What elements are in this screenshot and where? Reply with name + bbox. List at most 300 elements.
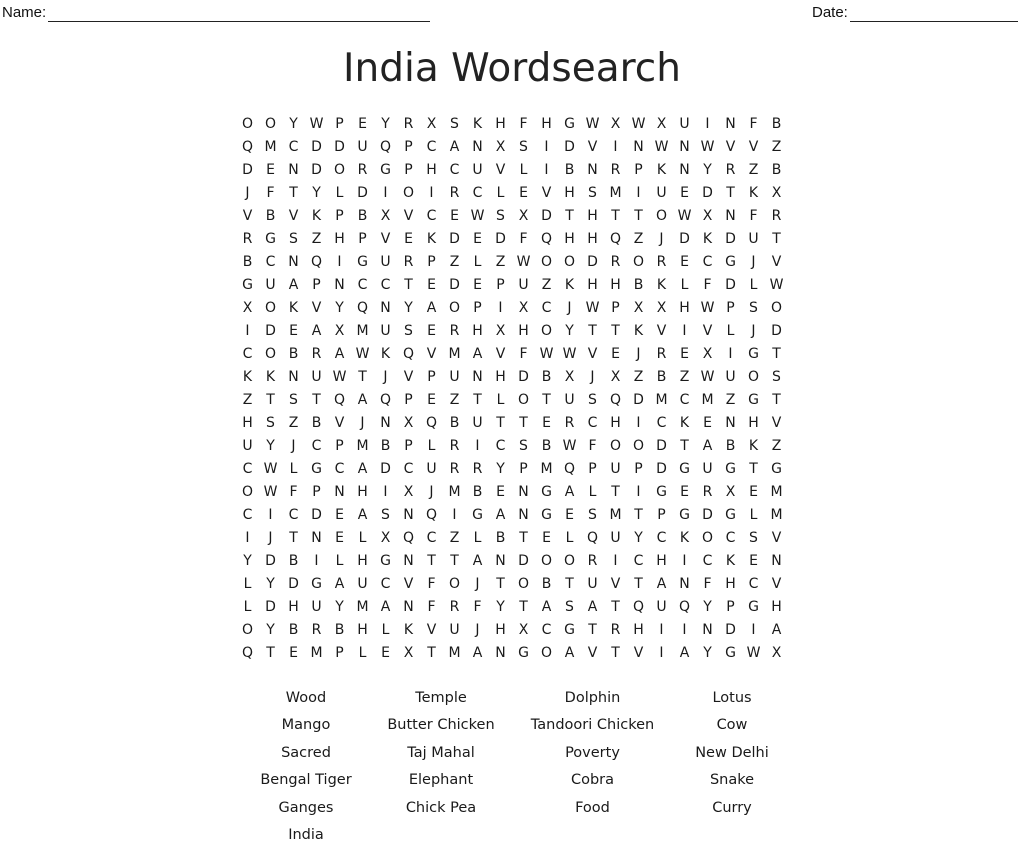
grid-cell[interactable]: K — [725, 552, 736, 569]
grid-cell[interactable]: B — [242, 253, 253, 270]
grid-cell[interactable]: L — [726, 322, 735, 339]
grid-cell[interactable]: Z — [495, 253, 506, 270]
grid-cell[interactable]: T — [565, 575, 574, 592]
grid-cell[interactable]: R — [771, 207, 782, 224]
grid-cell[interactable]: I — [337, 253, 342, 270]
grid-cell[interactable]: M — [356, 598, 369, 615]
grid-cell[interactable]: X — [403, 483, 414, 500]
grid-cell[interactable]: O — [632, 253, 645, 270]
grid-cell[interactable]: J — [659, 230, 664, 247]
grid-cell[interactable]: O — [632, 437, 645, 454]
grid-cell[interactable]: O — [241, 483, 254, 500]
grid-cell[interactable]: Z — [449, 391, 460, 408]
grid-cell[interactable]: L — [519, 161, 528, 178]
grid-cell[interactable]: Q — [379, 391, 392, 408]
grid-cell[interactable]: W — [263, 460, 278, 477]
grid-cell[interactable]: E — [335, 529, 344, 546]
grid-cell[interactable]: T — [289, 184, 298, 201]
grid-cell[interactable]: Q — [241, 138, 254, 155]
grid-cell[interactable]: N — [587, 161, 598, 178]
grid-cell[interactable]: T — [289, 529, 298, 546]
date-blank-line[interactable] — [850, 7, 1018, 22]
grid-cell[interactable]: N — [334, 276, 345, 293]
grid-cell[interactable]: H — [610, 414, 621, 431]
grid-cell[interactable]: Z — [771, 437, 782, 454]
grid-cell[interactable]: G — [679, 460, 690, 477]
grid-cell[interactable]: F — [703, 575, 712, 592]
grid-cell[interactable]: R — [564, 414, 575, 431]
grid-cell[interactable]: P — [496, 276, 505, 293]
grid-cell[interactable]: I — [498, 299, 503, 316]
grid-cell[interactable]: B — [541, 575, 552, 592]
grid-cell[interactable]: H — [242, 414, 253, 431]
grid-cell[interactable]: O — [701, 529, 714, 546]
grid-cell[interactable]: Q — [310, 253, 323, 270]
grid-cell[interactable]: W — [585, 115, 600, 132]
grid-cell[interactable]: X — [403, 644, 414, 661]
grid-cell[interactable]: U — [380, 322, 391, 339]
grid-cell[interactable]: N — [288, 368, 299, 385]
grid-cell[interactable]: K — [656, 276, 667, 293]
grid-cell[interactable]: J — [268, 529, 273, 546]
grid-cell[interactable]: Q — [379, 138, 392, 155]
grid-cell[interactable]: H — [334, 230, 345, 247]
grid-cell[interactable]: E — [266, 161, 275, 178]
grid-cell[interactable]: Z — [311, 230, 322, 247]
grid-cell[interactable]: F — [588, 437, 597, 454]
grid-cell[interactable]: A — [334, 345, 345, 362]
grid-cell[interactable]: I — [613, 552, 618, 569]
grid-cell[interactable]: R — [357, 161, 368, 178]
grid-cell[interactable]: J — [751, 253, 756, 270]
grid-cell[interactable]: M — [701, 391, 714, 408]
grid-cell[interactable]: T — [749, 460, 758, 477]
grid-cell[interactable]: X — [242, 299, 253, 316]
grid-cell[interactable]: C — [656, 529, 667, 546]
grid-cell[interactable]: Y — [266, 437, 275, 454]
grid-cell[interactable]: C — [426, 207, 437, 224]
grid-cell[interactable]: N — [472, 138, 483, 155]
grid-cell[interactable]: T — [634, 506, 643, 523]
grid-cell[interactable]: P — [312, 483, 321, 500]
grid-cell[interactable]: O — [609, 437, 622, 454]
grid-cell[interactable]: Z — [633, 230, 644, 247]
grid-cell[interactable]: Z — [449, 253, 460, 270]
grid-cell[interactable]: X — [633, 299, 644, 316]
grid-cell[interactable]: W — [700, 299, 715, 316]
grid-cell[interactable]: I — [245, 529, 250, 546]
grid-cell[interactable]: H — [357, 621, 368, 638]
grid-cell[interactable]: K — [748, 184, 759, 201]
grid-cell[interactable]: R — [610, 621, 621, 638]
grid-cell[interactable]: R — [449, 598, 460, 615]
grid-cell[interactable]: U — [426, 460, 437, 477]
grid-cell[interactable]: U — [610, 529, 621, 546]
grid-cell[interactable]: P — [404, 391, 413, 408]
grid-cell[interactable]: M — [264, 138, 277, 155]
grid-cell[interactable]: P — [335, 437, 344, 454]
grid-cell[interactable]: O — [747, 368, 760, 385]
grid-cell[interactable]: S — [519, 138, 528, 155]
grid-cell[interactable]: C — [702, 552, 713, 569]
grid-cell[interactable]: O — [563, 552, 576, 569]
grid-cell[interactable]: U — [472, 161, 483, 178]
grid-cell[interactable]: N — [403, 598, 414, 615]
grid-cell[interactable]: E — [519, 184, 528, 201]
grid-cell[interactable]: D — [242, 161, 253, 178]
grid-cell[interactable]: T — [519, 598, 528, 615]
grid-cell[interactable]: E — [427, 276, 436, 293]
grid-cell[interactable]: M — [448, 644, 461, 661]
grid-cell[interactable]: O — [563, 253, 576, 270]
grid-cell[interactable]: N — [472, 368, 483, 385]
grid-cell[interactable]: F — [519, 230, 528, 247]
grid-cell[interactable]: K — [472, 115, 483, 132]
grid-cell[interactable]: M — [448, 345, 461, 362]
grid-cell[interactable]: Y — [381, 115, 390, 132]
grid-cell[interactable]: S — [749, 299, 758, 316]
grid-cell[interactable]: N — [403, 552, 414, 569]
grid-cell[interactable]: T — [542, 391, 551, 408]
grid-cell[interactable]: O — [333, 161, 346, 178]
grid-cell[interactable]: C — [449, 161, 460, 178]
grid-cell[interactable]: W — [309, 115, 324, 132]
grid-cell[interactable]: K — [380, 345, 391, 362]
grid-cell[interactable]: R — [449, 322, 460, 339]
grid-cell[interactable]: T — [358, 368, 367, 385]
grid-cell[interactable]: P — [427, 368, 436, 385]
grid-cell[interactable]: N — [495, 644, 506, 661]
grid-cell[interactable]: S — [404, 322, 413, 339]
grid-cell[interactable]: D — [725, 276, 736, 293]
grid-cell[interactable]: Q — [333, 391, 346, 408]
grid-cell[interactable]: E — [427, 322, 436, 339]
grid-cell[interactable]: I — [728, 345, 733, 362]
grid-cell[interactable]: R — [242, 230, 253, 247]
grid-cell[interactable]: V — [610, 575, 621, 592]
grid-cell[interactable]: R — [656, 345, 667, 362]
grid-cell[interactable]: T — [496, 575, 505, 592]
grid-cell[interactable]: A — [702, 437, 713, 454]
grid-cell[interactable]: S — [381, 506, 390, 523]
grid-cell[interactable]: S — [266, 414, 275, 431]
grid-cell[interactable]: I — [682, 552, 687, 569]
grid-cell[interactable]: W — [746, 644, 761, 661]
grid-cell[interactable]: A — [656, 575, 667, 592]
grid-cell[interactable]: Q — [356, 299, 369, 316]
grid-cell[interactable]: V — [748, 138, 759, 155]
grid-cell[interactable]: B — [265, 207, 276, 224]
name-field[interactable] — [2, 4, 430, 22]
grid-cell[interactable]: I — [475, 437, 480, 454]
grid-cell[interactable]: U — [380, 253, 391, 270]
grid-cell[interactable]: R — [702, 483, 713, 500]
grid-cell[interactable]: F — [289, 483, 298, 500]
grid-cell[interactable]: L — [749, 506, 758, 523]
grid-cell[interactable]: U — [265, 276, 276, 293]
grid-cell[interactable]: P — [519, 460, 528, 477]
grid-cell[interactable]: Q — [609, 230, 622, 247]
grid-cell[interactable]: X — [610, 368, 621, 385]
grid-cell[interactable]: G — [311, 460, 322, 477]
grid-cell[interactable]: G — [725, 253, 736, 270]
grid-cell[interactable]: V — [587, 644, 598, 661]
grid-cell[interactable]: O — [540, 322, 553, 339]
grid-cell[interactable]: U — [564, 391, 575, 408]
grid-cell[interactable]: S — [588, 184, 597, 201]
grid-cell[interactable]: G — [518, 644, 529, 661]
grid-cell[interactable]: D — [311, 506, 322, 523]
grid-cell[interactable]: X — [380, 529, 391, 546]
grid-cell[interactable]: B — [725, 437, 736, 454]
grid-cell[interactable]: X — [771, 184, 782, 201]
grid-cell[interactable]: A — [564, 644, 575, 661]
grid-cell[interactable]: L — [335, 552, 344, 569]
grid-cell[interactable]: I — [383, 184, 388, 201]
grid-cell[interactable]: Z — [771, 138, 782, 155]
grid-cell[interactable]: T — [427, 644, 436, 661]
grid-cell[interactable]: E — [289, 322, 298, 339]
grid-cell[interactable]: J — [245, 184, 250, 201]
grid-cell[interactable]: G — [679, 506, 690, 523]
grid-cell[interactable]: V — [771, 414, 782, 431]
grid-cell[interactable]: C — [357, 276, 368, 293]
grid-cell[interactable]: X — [725, 483, 736, 500]
grid-cell[interactable]: B — [495, 529, 506, 546]
grid-cell[interactable]: P — [335, 644, 344, 661]
grid-cell[interactable]: H — [610, 276, 621, 293]
grid-cell[interactable]: N — [679, 161, 690, 178]
grid-cell[interactable]: X — [518, 207, 529, 224]
name-blank-line[interactable] — [48, 7, 430, 22]
grid-cell[interactable]: N — [518, 483, 529, 500]
grid-cell[interactable]: D — [265, 552, 276, 569]
grid-cell[interactable]: A — [449, 138, 460, 155]
grid-cell[interactable]: O — [770, 299, 783, 316]
grid-cell[interactable]: O — [264, 299, 277, 316]
grid-cell[interactable]: H — [679, 299, 690, 316]
grid-cell[interactable]: L — [243, 575, 252, 592]
grid-cell[interactable]: K — [265, 368, 276, 385]
grid-cell[interactable]: O — [402, 184, 415, 201]
grid-cell[interactable]: B — [334, 621, 345, 638]
grid-cell[interactable]: E — [749, 483, 758, 500]
grid-cell[interactable]: E — [611, 345, 620, 362]
grid-cell[interactable]: I — [659, 644, 664, 661]
grid-cell[interactable]: N — [311, 529, 322, 546]
grid-cell[interactable]: S — [496, 207, 505, 224]
grid-cell[interactable]: G — [725, 644, 736, 661]
grid-cell[interactable]: D — [725, 230, 736, 247]
grid-cell[interactable]: C — [656, 414, 667, 431]
grid-cell[interactable]: R — [449, 437, 460, 454]
grid-cell[interactable]: A — [495, 506, 506, 523]
grid-cell[interactable]: N — [288, 161, 299, 178]
grid-cell[interactable]: T — [450, 552, 459, 569]
grid-cell[interactable]: P — [611, 299, 620, 316]
grid-cell[interactable]: H — [587, 207, 598, 224]
grid-cell[interactable]: G — [771, 460, 782, 477]
grid-cell[interactable]: E — [749, 552, 758, 569]
grid-cell[interactable]: D — [725, 621, 736, 638]
grid-cell[interactable]: H — [357, 552, 368, 569]
grid-cell[interactable]: E — [542, 529, 551, 546]
grid-cell[interactable]: Y — [703, 598, 712, 615]
grid-cell[interactable]: V — [403, 368, 414, 385]
grid-cell[interactable]: D — [380, 460, 391, 477]
grid-cell[interactable]: E — [473, 276, 482, 293]
grid-cell[interactable]: N — [679, 575, 690, 592]
grid-cell[interactable]: U — [587, 575, 598, 592]
grid-cell[interactable]: R — [449, 184, 460, 201]
grid-cell[interactable]: N — [495, 552, 506, 569]
grid-cell[interactable]: P — [335, 115, 344, 132]
grid-cell[interactable]: C — [288, 138, 299, 155]
grid-cell[interactable]: J — [636, 345, 641, 362]
grid-cell[interactable]: W — [677, 207, 692, 224]
grid-cell[interactable]: N — [725, 115, 736, 132]
grid-cell[interactable]: F — [427, 598, 436, 615]
grid-cell[interactable]: F — [427, 575, 436, 592]
grid-cell[interactable]: D — [265, 322, 276, 339]
grid-cell[interactable]: D — [311, 161, 322, 178]
grid-cell[interactable]: A — [541, 598, 552, 615]
grid-cell[interactable]: T — [565, 207, 574, 224]
grid-cell[interactable]: Q — [402, 345, 415, 362]
grid-cell[interactable]: E — [381, 644, 390, 661]
grid-cell[interactable]: N — [679, 138, 690, 155]
grid-cell[interactable]: A — [587, 598, 598, 615]
grid-cell[interactable]: E — [680, 253, 689, 270]
grid-cell[interactable]: C — [748, 575, 759, 592]
grid-cell[interactable]: T — [496, 414, 505, 431]
grid-cell[interactable]: H — [541, 115, 552, 132]
grid-cell[interactable]: P — [634, 161, 643, 178]
grid-cell[interactable]: E — [427, 391, 436, 408]
grid-cell[interactable]: C — [242, 506, 253, 523]
grid-cell[interactable]: O — [655, 207, 668, 224]
grid-cell[interactable]: O — [264, 115, 277, 132]
grid-cell[interactable]: S — [772, 368, 781, 385]
grid-cell[interactable]: H — [587, 230, 598, 247]
grid-cell[interactable]: D — [334, 138, 345, 155]
grid-cell[interactable]: P — [404, 437, 413, 454]
grid-cell[interactable]: U — [748, 230, 759, 247]
grid-cell[interactable]: U — [242, 437, 253, 454]
grid-cell[interactable]: Z — [748, 161, 759, 178]
grid-cell[interactable]: V — [426, 345, 437, 362]
grid-cell[interactable]: M — [356, 437, 369, 454]
grid-cell[interactable]: Q — [678, 598, 691, 615]
grid-cell[interactable]: X — [380, 207, 391, 224]
grid-cell[interactable]: J — [590, 368, 595, 385]
grid-cell[interactable]: K — [679, 414, 690, 431]
grid-cell[interactable]: W — [562, 345, 577, 362]
grid-cell[interactable]: W — [631, 115, 646, 132]
grid-cell[interactable]: J — [383, 368, 388, 385]
grid-cell[interactable]: G — [725, 506, 736, 523]
grid-cell[interactable]: C — [679, 391, 690, 408]
grid-cell[interactable]: R — [656, 253, 667, 270]
grid-cell[interactable]: K — [311, 207, 322, 224]
grid-cell[interactable]: L — [335, 184, 344, 201]
grid-cell[interactable]: Z — [242, 391, 253, 408]
grid-cell[interactable]: D — [702, 506, 713, 523]
grid-cell[interactable]: H — [495, 115, 506, 132]
grid-cell[interactable]: T — [611, 483, 620, 500]
grid-cell[interactable]: Y — [565, 322, 574, 339]
grid-cell[interactable]: C — [633, 552, 644, 569]
grid-cell[interactable]: W — [562, 437, 577, 454]
grid-cell[interactable]: G — [748, 391, 759, 408]
grid-cell[interactable]: B — [449, 414, 460, 431]
grid-cell[interactable]: E — [473, 230, 482, 247]
grid-cell[interactable]: V — [541, 184, 552, 201]
grid-cell[interactable]: Q — [241, 644, 254, 661]
grid-cell[interactable]: A — [426, 299, 437, 316]
grid-cell[interactable]: H — [564, 184, 575, 201]
grid-cell[interactable]: U — [656, 184, 667, 201]
grid-cell[interactable]: W — [769, 276, 784, 293]
grid-cell[interactable]: E — [565, 506, 574, 523]
grid-cell[interactable]: W — [654, 138, 669, 155]
grid-cell[interactable]: H — [288, 598, 299, 615]
grid-cell[interactable]: R — [449, 460, 460, 477]
grid-cell[interactable]: J — [567, 299, 572, 316]
grid-cell[interactable]: L — [358, 644, 367, 661]
grid-cell[interactable]: C — [587, 414, 598, 431]
grid-cell[interactable]: D — [288, 575, 299, 592]
grid-cell[interactable]: H — [495, 368, 506, 385]
grid-cell[interactable]: M — [609, 184, 622, 201]
grid-cell[interactable]: V — [403, 575, 414, 592]
grid-cell[interactable]: X — [656, 115, 667, 132]
grid-cell[interactable]: V — [771, 575, 782, 592]
grid-cell[interactable]: D — [541, 207, 552, 224]
grid-cell[interactable]: N — [380, 299, 391, 316]
grid-cell[interactable]: U — [311, 368, 322, 385]
grid-cell[interactable]: V — [495, 345, 506, 362]
grid-cell[interactable]: G — [311, 575, 322, 592]
grid-cell[interactable]: C — [426, 529, 437, 546]
grid-cell[interactable]: H — [771, 598, 782, 615]
grid-cell[interactable]: P — [473, 299, 482, 316]
grid-cell[interactable]: V — [771, 253, 782, 270]
grid-cell[interactable]: T — [634, 207, 643, 224]
grid-cell[interactable]: D — [495, 230, 506, 247]
grid-cell[interactable]: D — [656, 460, 667, 477]
grid-cell[interactable]: Y — [703, 161, 712, 178]
grid-cell[interactable]: N — [288, 253, 299, 270]
grid-cell[interactable]: N — [403, 506, 414, 523]
grid-cell[interactable]: S — [749, 529, 758, 546]
grid-cell[interactable]: B — [288, 621, 299, 638]
grid-cell[interactable]: B — [472, 483, 483, 500]
grid-cell[interactable]: F — [519, 345, 528, 362]
grid-cell[interactable]: I — [636, 483, 641, 500]
grid-cell[interactable]: N — [771, 552, 782, 569]
grid-cell[interactable]: E — [450, 207, 459, 224]
grid-cell[interactable]: K — [633, 322, 644, 339]
grid-cell[interactable]: I — [268, 506, 273, 523]
grid-cell[interactable]: G — [564, 115, 575, 132]
grid-cell[interactable]: G — [748, 598, 759, 615]
grid-cell[interactable]: T — [404, 276, 413, 293]
grid-cell[interactable]: V — [380, 230, 391, 247]
grid-cell[interactable]: Q — [540, 230, 553, 247]
grid-cell[interactable]: Y — [634, 529, 643, 546]
grid-cell[interactable]: Q — [609, 391, 622, 408]
